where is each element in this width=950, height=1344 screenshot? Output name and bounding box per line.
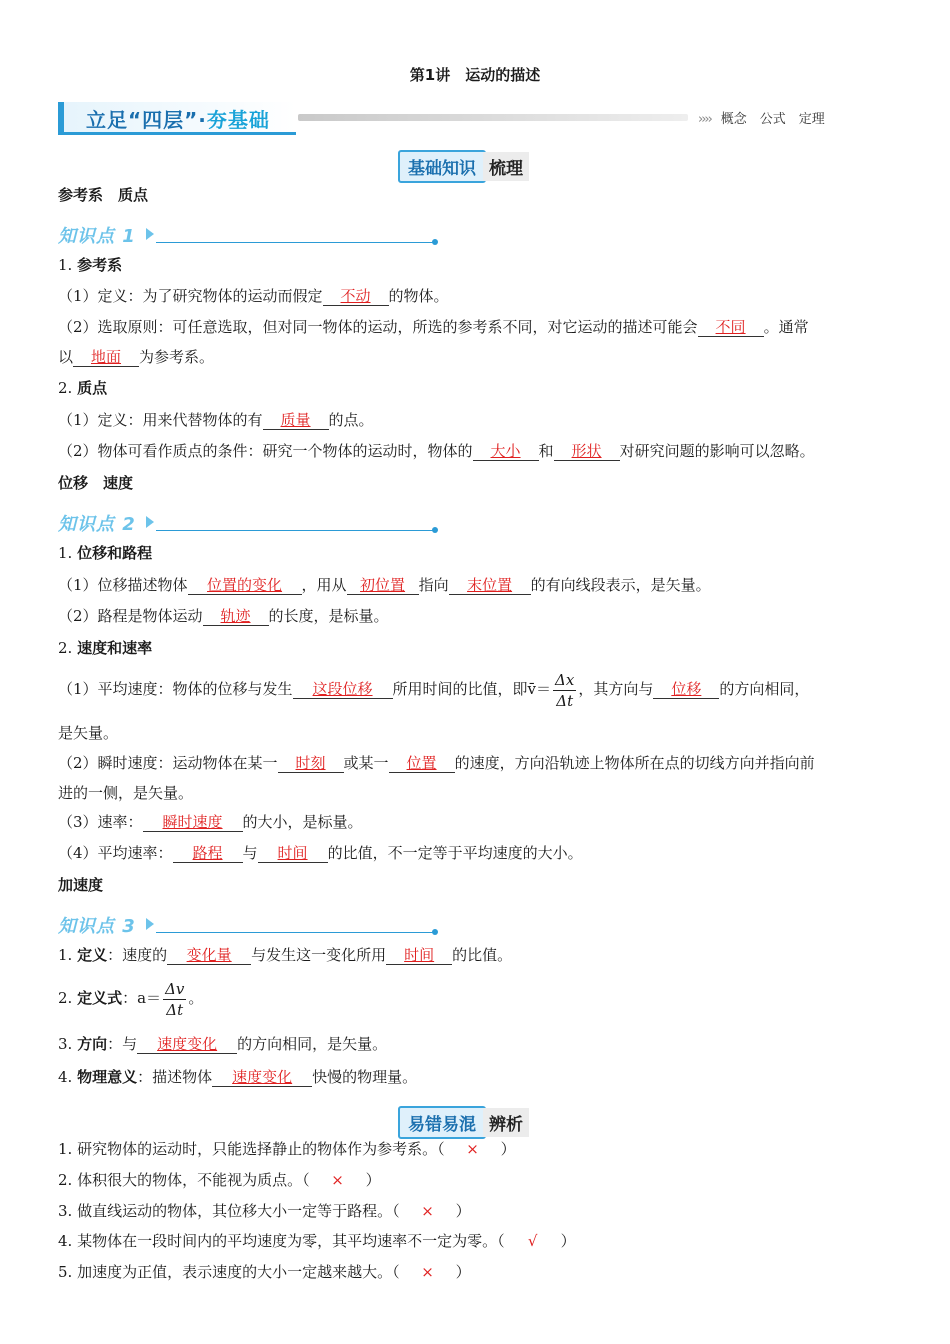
dot-icon <box>432 527 438 533</box>
text-line: 1. 定义：速度的 变化量 与发生这一变化所用 时间 的比值。 <box>58 946 513 964</box>
text: ：描述物体 <box>137 1068 213 1086</box>
answer-blank: 位移 <box>653 680 719 699</box>
judge-mark: × <box>421 1263 434 1281</box>
banner-right-label <box>698 108 825 127</box>
text: 为参考系。 <box>139 348 215 366</box>
text: 的方向相同， <box>719 680 810 698</box>
judge-text: 2. 体积很大的物体，不能视为质点。（ <box>58 1171 310 1189</box>
answer-blank: 位置 <box>389 754 455 773</box>
subheading-number: 3 <box>58 1035 68 1053</box>
subheading-text: 物理意义 <box>77 1068 138 1086</box>
text: 的比值，不一定等于平均速度的大小。 <box>327 844 583 862</box>
knowledge-point-tag <box>58 222 448 248</box>
answer-blank: 时间 <box>258 844 328 863</box>
divider <box>156 530 434 531</box>
answer-blank: 质量 <box>263 411 329 430</box>
subheading-text: 定义 <box>77 946 108 964</box>
fraction <box>163 979 186 1020</box>
dot-icon <box>432 929 438 935</box>
text-line <box>58 346 214 368</box>
text: 的大小，是标量。 <box>242 813 363 831</box>
answer-blank: 地面 <box>73 348 139 367</box>
answer-blank: 时刻 <box>278 754 344 773</box>
judge-mark: × <box>331 1171 344 1189</box>
knowledge-point-tag <box>58 510 448 536</box>
knowledge-point-tag <box>58 912 448 938</box>
text-line <box>58 605 389 627</box>
judge-close: ） <box>365 1171 381 1189</box>
text: ：a＝ <box>122 989 162 1007</box>
judge-mark: × <box>421 1202 434 1220</box>
answer-blank: 路程 <box>173 844 243 863</box>
text: （1）定义：为了研究物体的运动而假定 <box>58 287 323 305</box>
text: 的物体。 <box>388 287 449 305</box>
text: 和 <box>538 442 554 460</box>
subheading-text: 速度和速率 <box>77 639 153 657</box>
answer-blank: 末位置 <box>449 576 531 595</box>
text: （2）瞬时速度：运动物体在某一 <box>58 754 278 772</box>
fraction-denominator: Δt <box>556 691 574 710</box>
answer-blank: 不同 <box>698 318 764 337</box>
subheading-number: 1 <box>58 256 68 274</box>
text-line <box>58 409 374 431</box>
banner-title-accent: 夯基础 <box>206 108 270 132</box>
judge-text: 3. 做直线运动的物体，其位移大小一定等于路程。（ <box>58 1202 400 1220</box>
text: ，用从 <box>301 576 347 594</box>
text: 的长度，是标量。 <box>268 607 389 625</box>
subheading-number: 4 <box>58 1068 68 1086</box>
text-line: 是矢量。 <box>58 724 119 742</box>
subheading: 1. 参考系 <box>58 256 123 274</box>
fraction-numerator: Δx <box>555 670 575 689</box>
judge-text: 1. 研究物体的运动时，只能选择静止的物体作为参考系。（ <box>58 1140 445 1158</box>
text-line: 3. 方向：与 速度变化 的方向相同，是矢量。 <box>58 1035 388 1053</box>
text: （2）物体可看作质点的条件：研究一个物体的运动时，物体的 <box>58 442 473 460</box>
subheading-number: 1 <box>58 946 68 964</box>
subheading-number: 2 <box>58 989 68 1007</box>
judge-item <box>58 1138 516 1160</box>
text: ，其方向与 <box>578 680 654 698</box>
text: 。 <box>188 989 204 1007</box>
text: （1）位移描述物体 <box>58 576 188 594</box>
text-line <box>58 440 815 462</box>
judge-text: 4. 某物体在一段时间内的平均速度为零，其平均速率不一定为零。（ <box>58 1232 505 1250</box>
banner-title-main: 立足“四层”· <box>86 108 207 132</box>
judge-item <box>58 1200 471 1222</box>
text: 所用时间的比值，即v̄＝ <box>392 680 552 698</box>
text-line: 4. 物理意义：描述物体 速度变化 快慢的物理量。 <box>58 1068 418 1086</box>
text: 的速度，方向沿轨迹上物体所在点的切线方向并指向前 <box>454 754 815 772</box>
subheading-text: 位移和路程 <box>77 544 153 562</box>
text: 以 <box>58 348 74 366</box>
judge-mark: × <box>466 1140 479 1158</box>
text-line: 2. 定义式：a＝ $\frac{\Delta v}{\Delta t}$ 。 <box>58 979 204 1019</box>
section-header-right: 梳理 <box>483 152 529 181</box>
text: （3）速率： <box>58 813 143 831</box>
judge-item <box>58 1230 576 1252</box>
text: （4）平均速率： <box>58 844 173 862</box>
text: （1）定义：用来代替物体的有 <box>58 411 263 429</box>
divider <box>156 932 434 933</box>
answer-blank: 变化量 <box>167 946 251 965</box>
text-line <box>58 811 363 833</box>
subheading: 2. 速度和速率 <box>58 639 153 657</box>
judge-close: ） <box>455 1202 471 1220</box>
category-title: 位移 速度 <box>58 474 134 492</box>
text: ：速度的 <box>107 946 168 964</box>
section-header-left: 基础知识 <box>398 150 486 183</box>
text-line <box>58 285 449 307</box>
answer-blank: 速度变化 <box>212 1068 312 1087</box>
fraction <box>553 670 576 711</box>
judge-close: ） <box>500 1140 516 1158</box>
subheading-number: 1 <box>58 544 68 562</box>
text: 的方向相同，是矢量。 <box>237 1035 388 1053</box>
text: 对研究问题的影响可以忽略。 <box>619 442 815 460</box>
subheading: 1. 位移和路程 <box>58 544 153 562</box>
subheading-text: 定义式 <box>77 989 123 1007</box>
banner-title <box>86 104 270 133</box>
text-line <box>58 667 809 711</box>
knowledge-point-label: 知识点 2 <box>58 514 136 535</box>
judge-close: ） <box>560 1232 576 1250</box>
triangle-icon <box>146 516 154 528</box>
banner-bar <box>298 114 688 121</box>
judge-item <box>58 1169 381 1191</box>
text: 或某一 <box>343 754 389 772</box>
triangle-icon <box>146 918 154 930</box>
page-title: 第1讲 运动的描述 <box>409 66 541 84</box>
text: 与发生这一变化所用 <box>251 946 387 964</box>
fraction-numerator: Δv <box>165 979 185 998</box>
section-header-mistakes <box>398 1106 529 1134</box>
knowledge-point-label: 知识点 3 <box>58 916 136 937</box>
text: 的点。 <box>328 411 374 429</box>
judge-close: ） <box>455 1263 471 1281</box>
chapter-banner <box>58 102 858 136</box>
section-header-right: 辨析 <box>483 1108 529 1137</box>
judge-mark: √ <box>527 1232 538 1250</box>
answer-blank: 不动 <box>323 287 389 306</box>
fraction-denominator: Δt <box>166 1000 184 1019</box>
subheading-text: 质点 <box>77 379 108 397</box>
subheading-number: 2 <box>58 379 68 397</box>
subheading-number: 2 <box>58 639 68 657</box>
text-line <box>58 316 809 338</box>
section-header-basics <box>398 150 529 178</box>
text: （2）选取原则：可任意选取，但对同一物体的运动，所选的参考系不同，对它运动的描述可能会 <box>58 318 698 336</box>
answer-blank: 速度变化 <box>137 1035 237 1054</box>
answer-blank: 位置的变化 <box>188 576 302 595</box>
judge-item <box>58 1261 471 1283</box>
judge-text: 5. 加速度为正值，表示速度的大小一定越来越大。（ <box>58 1263 400 1281</box>
text: 。通常 <box>763 318 809 336</box>
text: 指向 <box>418 576 449 594</box>
text: 快慢的物理量。 <box>312 1068 418 1086</box>
divider <box>156 242 434 243</box>
subheading-text: 方向 <box>77 1035 108 1053</box>
text: 的比值。 <box>452 946 513 964</box>
banner-right-text: 概念 公式 定理 <box>720 112 825 127</box>
knowledge-point-label: 知识点 1 <box>58 226 136 247</box>
answer-blank: 轨迹 <box>203 607 269 626</box>
section-header-left: 易错易混 <box>398 1106 486 1139</box>
text-line <box>58 574 711 596</box>
triangle-icon <box>146 228 154 240</box>
category-title: 加速度 <box>58 876 104 894</box>
subheading-text: 参考系 <box>77 256 123 274</box>
text: 与 <box>242 844 258 862</box>
chevrons-icon: ›››› <box>698 112 711 127</box>
text: （2）路程是物体运动 <box>58 607 203 625</box>
category-title: 参考系 质点 <box>58 186 149 204</box>
text: 的有向线段表示，是矢量。 <box>530 576 711 594</box>
answer-blank: 瞬时速度 <box>143 813 243 832</box>
text: ：与 <box>107 1035 138 1053</box>
text: （1）平均速度：物体的位移与发生 <box>58 680 293 698</box>
answer-blank: 时间 <box>386 946 452 965</box>
answer-blank: 初位置 <box>347 576 419 595</box>
dot-icon <box>432 239 438 245</box>
subheading: 2. 质点 <box>58 379 108 397</box>
text-line: 进的一侧，是矢量。 <box>58 784 194 802</box>
answer-blank: 形状 <box>554 442 620 461</box>
text-line <box>58 752 815 774</box>
answer-blank: 大小 <box>473 442 539 461</box>
answer-blank: 这段位移 <box>293 680 393 699</box>
text-line <box>58 842 583 864</box>
